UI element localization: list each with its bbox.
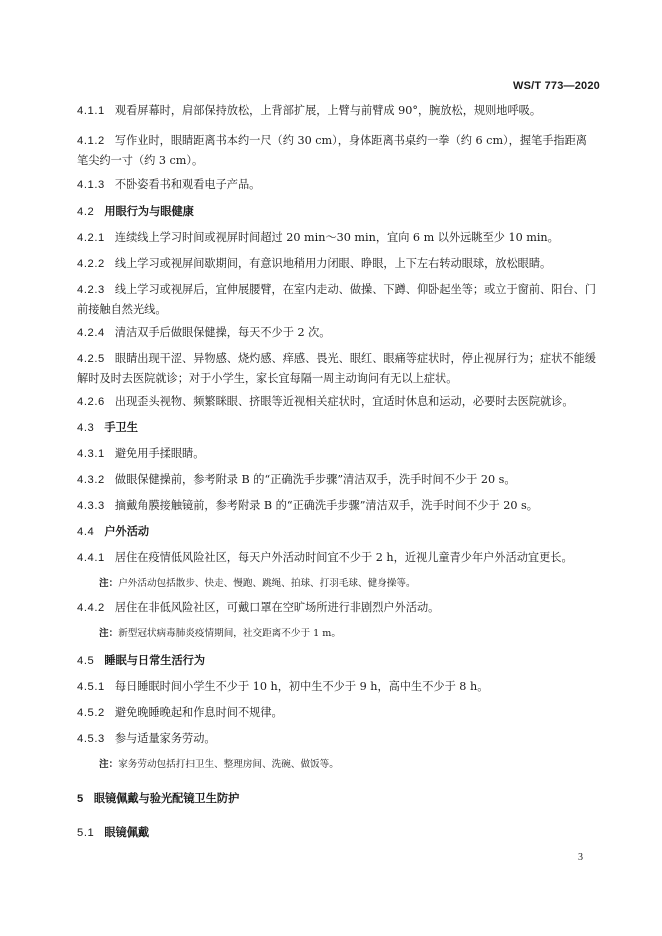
clause-text: 摘戴角膜接触镜前，参考附录 B 的“正确洗手步骤”清洁双手，洗手时间不少于 20 s。 bbox=[114, 499, 538, 512]
clause-number: 4.1.1 bbox=[77, 105, 105, 117]
clause-text: 每日睡眠时间小学生不少于 10 h，初中生不少于 9 h，高中生不少于 8 h。 bbox=[114, 680, 489, 693]
clause-4-2-4 bbox=[77, 323, 597, 343]
section-number: 4.5 bbox=[77, 655, 95, 667]
clause-text: 居住在疫情低风险社区，每天户外活动时间宜不少于 2 h，近视儿童青少年户外活动宜更长。 bbox=[114, 551, 573, 564]
note-housework bbox=[99, 755, 597, 774]
chapter-number: 5 bbox=[77, 793, 84, 805]
clause-4-3-1 bbox=[77, 444, 597, 464]
clause-text: 出现歪头视物、频繁眯眼、挤眼等近视相关症状时，宜适时休息和运动，必要时去医院就诊。 bbox=[114, 395, 574, 408]
clause-number: 4.5.1 bbox=[77, 681, 105, 693]
clause-4-2-6 bbox=[77, 392, 597, 412]
clause-number: 4.2.3 bbox=[77, 284, 105, 296]
clause-4-1-1 bbox=[77, 101, 597, 121]
clause-number: 4.5.3 bbox=[77, 733, 105, 745]
section-heading-5-1 bbox=[77, 823, 597, 843]
clause-4-5-2 bbox=[77, 703, 597, 723]
clause-text: 避免晚睡晚起和作息时间不规律。 bbox=[114, 706, 283, 719]
chapter-heading-5 bbox=[77, 789, 597, 809]
section-heading-4-3 bbox=[77, 418, 597, 438]
clause-number: 4.2.2 bbox=[77, 258, 105, 270]
clause-text: 写作业时，眼睛距离书本约一尺（约 30 cm），身体距离书桌约一拳（约 6 cm），握笔手指距离笔尖约一寸（约 3 cm）。 bbox=[77, 134, 587, 167]
note-outdoor-activities bbox=[99, 574, 597, 593]
clause-number: 4.3.3 bbox=[77, 500, 105, 512]
section-number: 4.3 bbox=[77, 422, 95, 434]
clause-text: 线上学习或视屏后，宜伸展腰臂，在室内走动、做操、下蹲、仰卧起坐等；或立于窗前、阳台、门前接触自然光线。 bbox=[77, 283, 596, 316]
section-number: 5.1 bbox=[77, 827, 95, 839]
clause-number: 4.1.2 bbox=[77, 135, 105, 147]
section-heading-4-4 bbox=[77, 522, 597, 542]
clause-number: 4.4.1 bbox=[77, 552, 105, 564]
page-number: 3 bbox=[578, 852, 583, 863]
clause-text: 居住在非低风险社区，可戴口罩在空旷场所进行非剧烈户外活动。 bbox=[114, 601, 440, 614]
clause-4-4-2 bbox=[77, 598, 597, 618]
section-title: 睡眠与日常生活行为 bbox=[104, 654, 206, 667]
clause-text: 清洁双手后做眼保健操，每天不少于 2 次。 bbox=[114, 326, 331, 339]
note-text: 家务劳动包括打扫卫生、整理房间、洗碗、做饭等。 bbox=[118, 759, 339, 770]
clause-number: 4.2.4 bbox=[77, 327, 105, 339]
clause-number: 4.1.3 bbox=[77, 179, 105, 191]
section-heading-4-5 bbox=[77, 651, 597, 671]
standard-number: WS/T 773—2020 bbox=[513, 80, 600, 92]
clause-4-2-1 bbox=[77, 228, 597, 248]
section-title: 手卫生 bbox=[104, 421, 138, 434]
note-label: 注： bbox=[99, 578, 119, 589]
clause-text: 连续线上学习时间或视屏时间超过 20 min～30 min，宜向 6 m 以外远眺至少 10 min。 bbox=[114, 231, 559, 244]
clause-text: 观看屏幕时，肩部保持放松，上背部扩展，上臂与前臂成 90°，腕放松，规则地呼吸。 bbox=[114, 104, 542, 117]
note-text: 户外活动包括散步、快走、慢跑、跳绳、拍球、打羽毛球、健身操等。 bbox=[118, 578, 416, 589]
section-heading-4-2 bbox=[77, 202, 597, 222]
note-label: 注： bbox=[99, 628, 119, 639]
clause-4-5-1 bbox=[77, 677, 597, 697]
clause-4-2-5 bbox=[77, 349, 597, 388]
section-title: 户外活动 bbox=[104, 525, 150, 538]
clause-4-3-3 bbox=[77, 496, 597, 516]
note-text: 新型冠状病毒肺炎疫情期间，社交距离不少于 1 m。 bbox=[118, 628, 341, 639]
section-number: 4.4 bbox=[77, 526, 95, 538]
clause-text: 线上学习或视屏间歇期间，有意识地稍用力闭眼、睁眼，上下左右转动眼球，放松眼睛。 bbox=[114, 257, 552, 270]
clause-4-4-1 bbox=[77, 548, 597, 568]
clause-4-2-2 bbox=[77, 254, 597, 274]
clause-4-1-3 bbox=[77, 175, 597, 195]
clause-text: 参与适量家务劳动。 bbox=[114, 732, 216, 745]
chapter-title: 眼镜佩戴与验光配镜卫生防护 bbox=[93, 792, 240, 805]
clause-number: 4.2.5 bbox=[77, 353, 105, 365]
note-label: 注： bbox=[99, 759, 119, 770]
section-title: 用眼行为与眼健康 bbox=[104, 205, 194, 218]
clause-number: 4.2.1 bbox=[77, 232, 105, 244]
clause-number: 4.3.2 bbox=[77, 474, 105, 486]
clause-number: 4.5.2 bbox=[77, 707, 105, 719]
clause-text: 眼睛出现干涩、异物感、烧灼感、痒感、畏光、眼红、眼痛等症状时，停止视屏行为；症状不能缓解时及时去医院就诊；对于小学生，家长宜每隔一周主动询问有无以上症状。 bbox=[77, 352, 596, 385]
clause-4-5-3 bbox=[77, 729, 597, 749]
clause-4-2-3 bbox=[77, 280, 597, 319]
clause-text: 避免用手揉眼睛。 bbox=[114, 447, 205, 460]
clause-4-1-2 bbox=[77, 131, 597, 170]
section-title: 眼镜佩戴 bbox=[104, 826, 150, 839]
clause-number: 4.4.2 bbox=[77, 602, 105, 614]
section-number: 4.2 bbox=[77, 206, 95, 218]
clause-text: 做眼保健操前，参考附录 B 的“正确洗手步骤”清洁双手，洗手时间不少于 20 s。 bbox=[114, 473, 516, 486]
note-social-distance bbox=[99, 624, 597, 643]
clause-text: 不卧姿看书和观看电子产品。 bbox=[114, 178, 261, 191]
clause-number: 4.2.6 bbox=[77, 396, 105, 408]
clause-4-3-2 bbox=[77, 470, 597, 490]
clause-number: 4.3.1 bbox=[77, 448, 105, 460]
